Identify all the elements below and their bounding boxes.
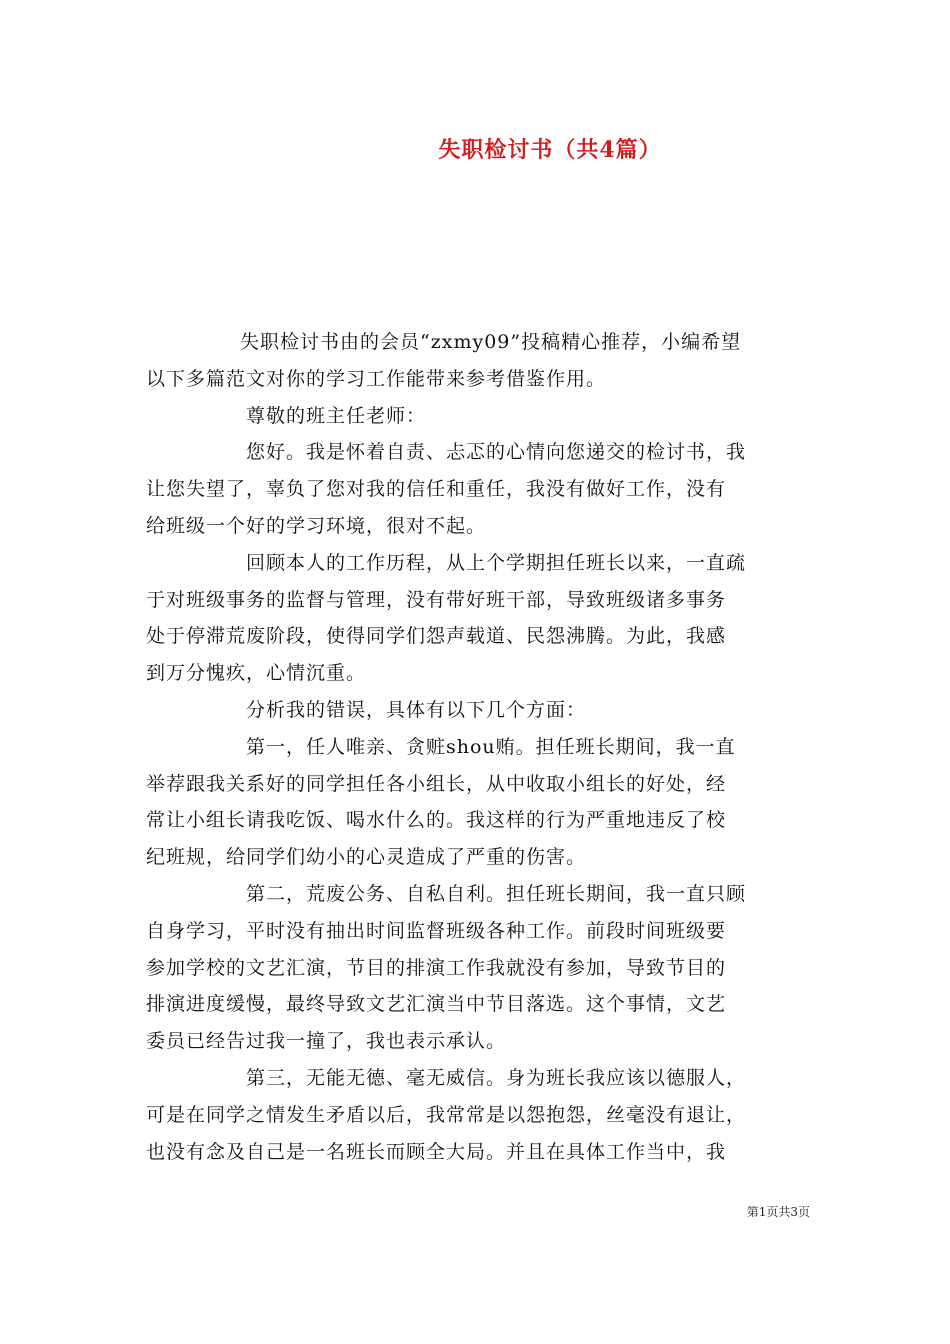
paragraph-line: 您好。我是怀着自责、忐忑的心情向您递交的检讨书，我 (246, 441, 747, 464)
paragraph-line: 也没有念及自己是一名班长而顾全大局。并且在具体工作当中，我 (146, 1140, 727, 1163)
paragraph-line: 以下多篇范文对你的学习工作能带来参考借鉴作用。 (146, 367, 607, 390)
paragraph-line: 于对班级事务的监督与管理，没有带好班干部，导致班级诸多事务 (146, 588, 727, 611)
paragraph-line: 第二，荒废公务、自私自利。担任班长期间，我一直只顾 (246, 882, 747, 905)
paragraph-line: 第三，无能无德、毫无威信。身为班长我应该以德服人， (246, 1066, 747, 1089)
paragraph-line: 举荐跟我关系好的同学担任各小组长，从中收取小组长的好处，经 (146, 772, 727, 795)
document-title: 失职检讨书（共4篇） (438, 137, 662, 163)
paragraph-line: 参加学校的文艺汇演，节目的排演工作我就没有参加，导致节目的 (146, 956, 727, 979)
paragraph-line: 第一，任人唯亲、贪赃shou贿。担任班长期间，我一直 (246, 735, 736, 758)
paragraph-line: 到万分愧疚，心情沉重。 (146, 662, 367, 685)
paragraph-line: 回顾本人的工作历程，从上个学期担任班长以来，一直疏 (246, 551, 747, 574)
salutation: 尊敬的班主任老师： (246, 404, 427, 427)
paragraph-line: 排演进度缓慢，最终导致文艺汇演当中节目落选。这个事情，文艺 (146, 993, 727, 1016)
paragraph-line: 失职检讨书由的会员“zxmy09”投稿精心推荐，小编希望 (240, 331, 742, 353)
paragraph-line: 常让小组长请我吃饭、喝水什么的。我这样的行为严重地违反了校 (146, 809, 727, 832)
paragraph-line: 自身学习，平时没有抽出时间监督班级各种工作。前段时间班级要 (146, 919, 727, 942)
paragraph-line: 可是在同学之情发生矛盾以后，我常常是以怨抱怨，丝毫没有退让， (146, 1103, 747, 1126)
paragraph-line: 分析我的错误，具体有以下几个方面： (246, 698, 587, 721)
paragraph-line: 给班级一个好的学习环境，很对不起。 (146, 514, 487, 537)
document-body (146, 324, 810, 1170)
paragraph-line: 让您失望了，辜负了您对我的信任和重任，我没有做好工作，没有 (146, 478, 727, 501)
paragraph-line: 处于停滞荒废阶段，使得同学们怨声载道、民怨沸腾。为此，我感 (146, 625, 727, 648)
paragraph-line: 纪班规，给同学们幼小的心灵造成了严重的伤害。 (146, 846, 587, 869)
page-number: 第1页共3页 (746, 1205, 810, 1219)
paragraph-line: 委员已经告过我一撞了，我也表示承认。 (146, 1030, 507, 1053)
